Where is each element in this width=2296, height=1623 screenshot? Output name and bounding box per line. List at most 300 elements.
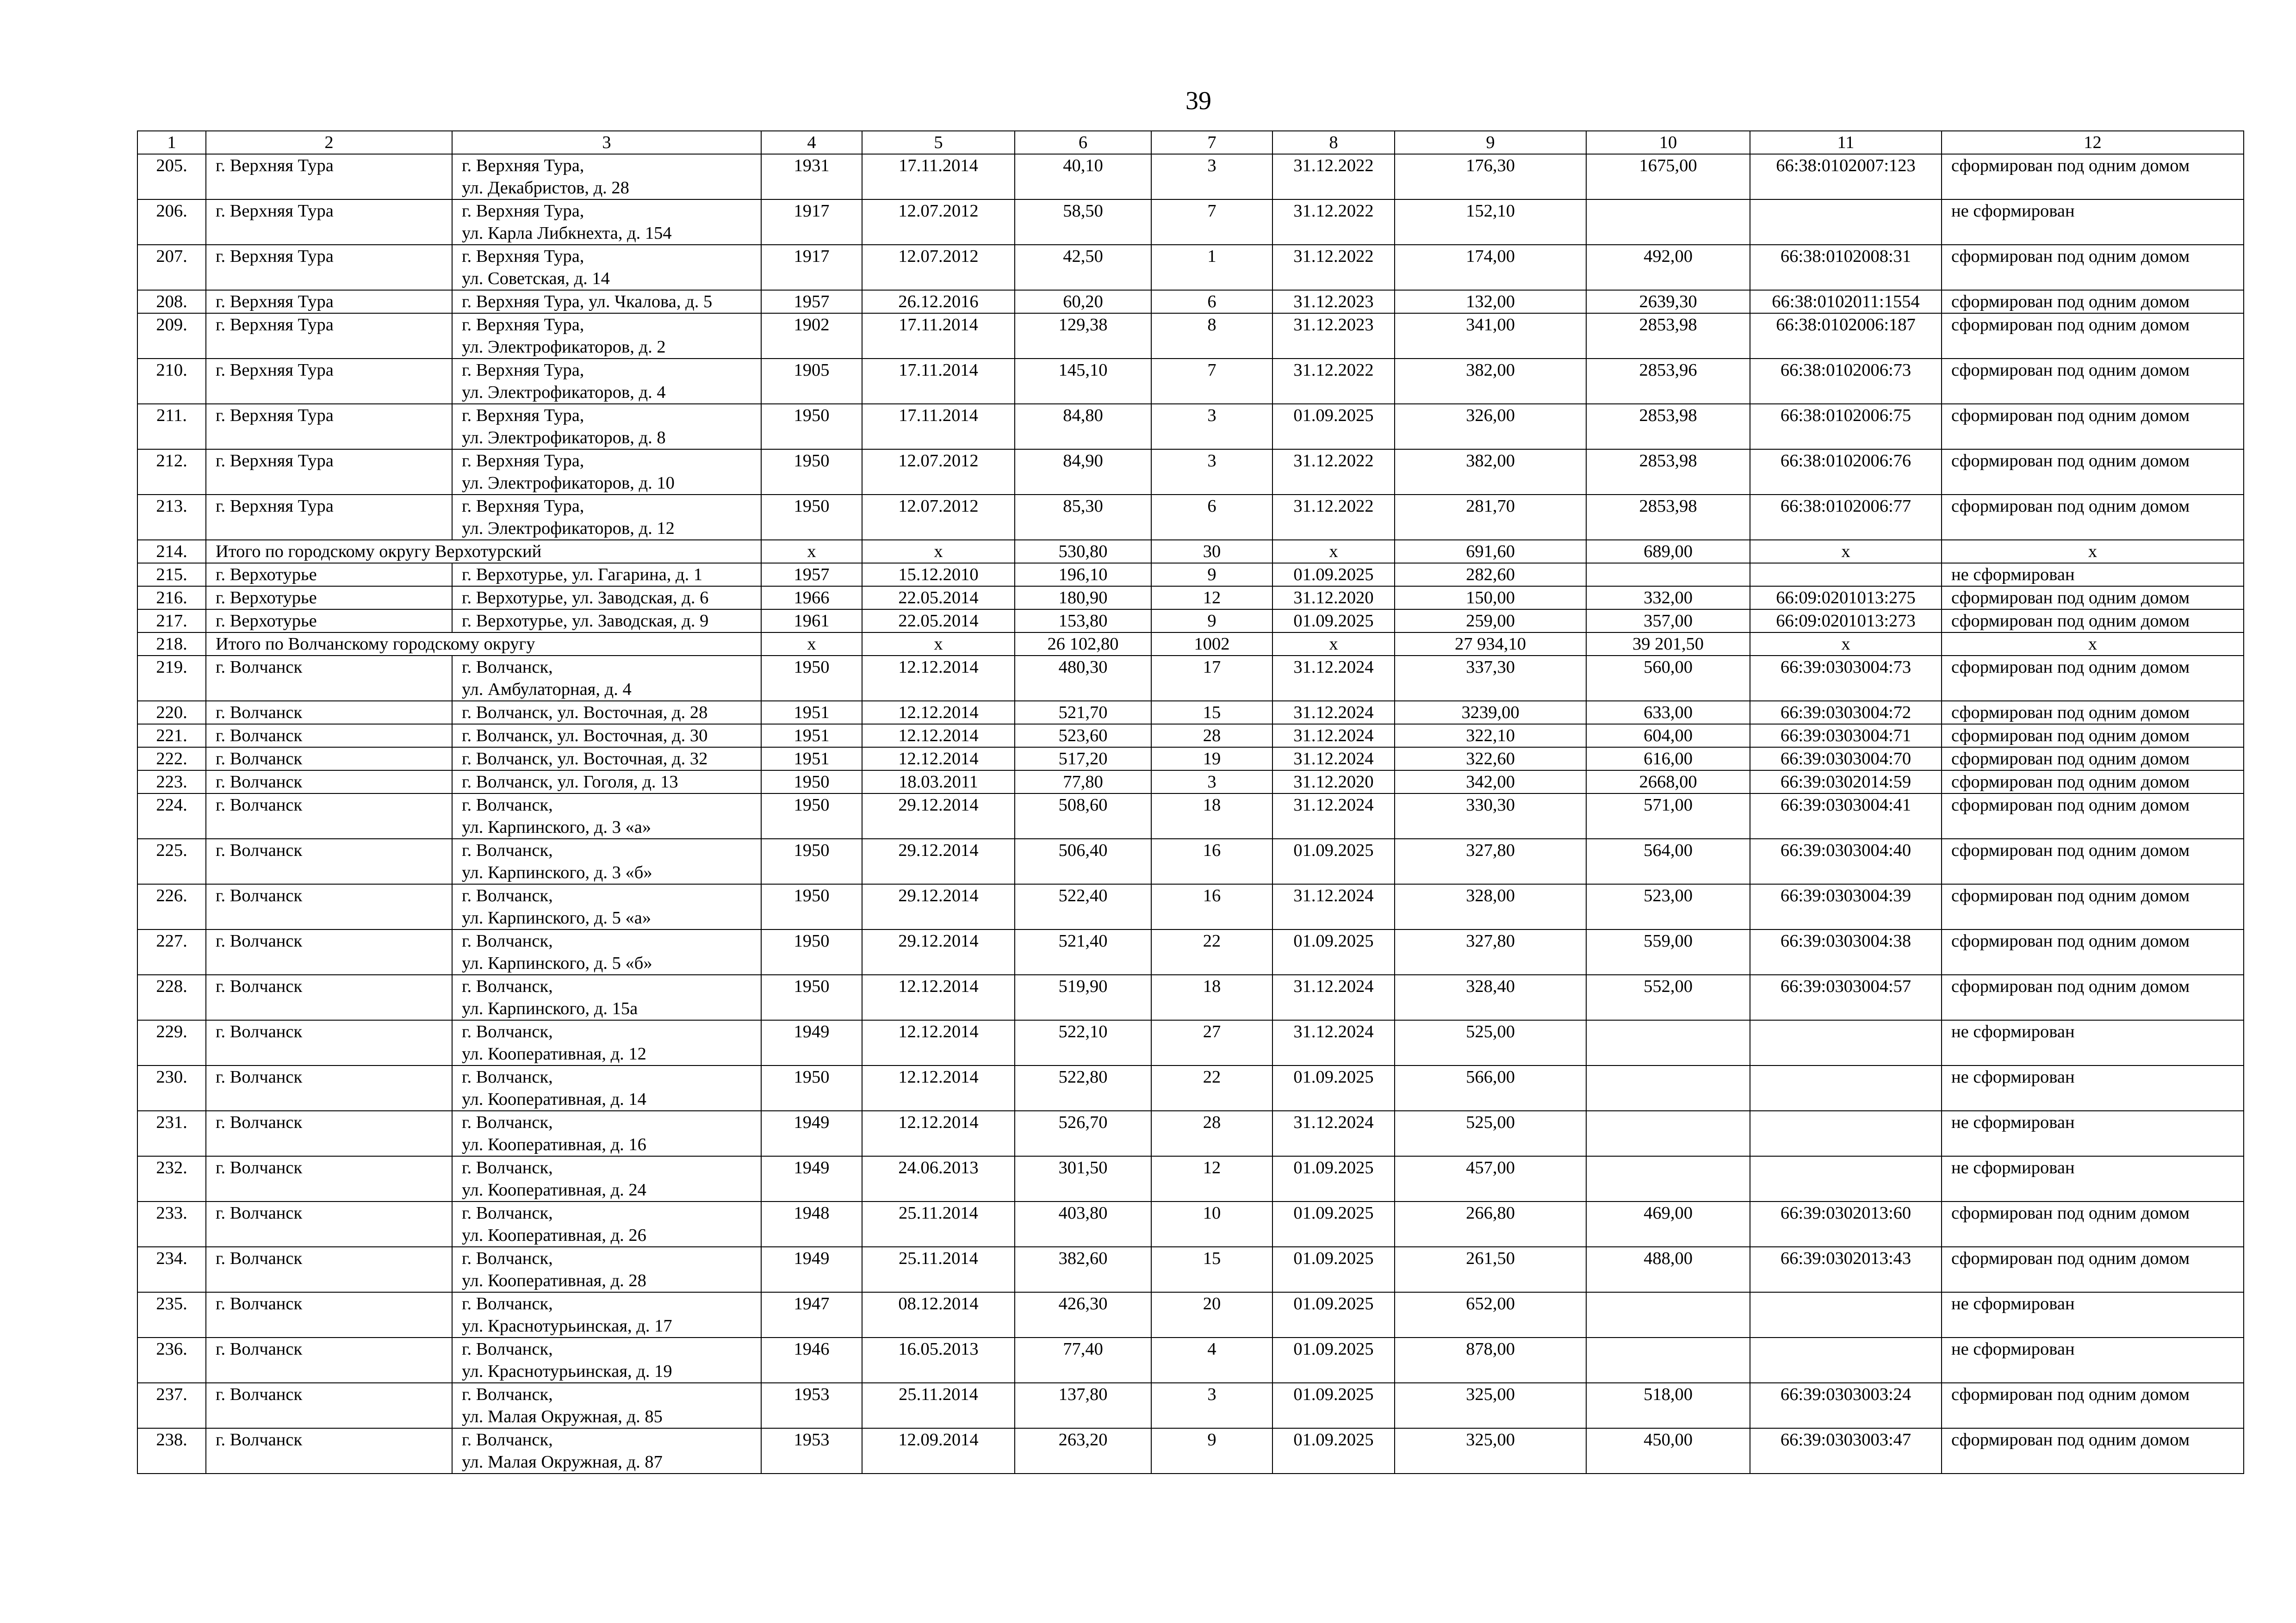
column-10-cell: 604,00 <box>1586 724 1750 747</box>
deadline-cell: 31.12.2022 <box>1272 199 1395 245</box>
cadastral-number-cell: 66:38:0102006:187 <box>1750 313 1942 359</box>
address-cell <box>452 884 761 929</box>
land-status-cell: сформирован под одним домом <box>1942 586 2244 609</box>
column-9-cell: 330,30 <box>1395 793 1586 839</box>
address-line-1: г. Волчанск, <box>462 931 553 951</box>
column-9-cell: 342,00 <box>1395 770 1586 793</box>
address-line-2: ул. Электрофикаторов, д. 2 <box>462 337 666 357</box>
row-number-cell: 236. <box>137 1338 206 1383</box>
area-cell: 40,10 <box>1015 154 1151 199</box>
year-cell: 1950 <box>761 929 862 975</box>
land-status-cell: сформирован под одним домом <box>1942 609 2244 632</box>
address-line-1: г. Волчанск, <box>462 1067 553 1087</box>
land-status-cell: не сформирован <box>1942 1156 2244 1202</box>
residents-cell: 30 <box>1151 540 1272 563</box>
recognition-date-cell: 08.12.2014 <box>862 1292 1015 1338</box>
column-number-cell: 10 <box>1586 131 1750 154</box>
deadline-cell: x <box>1272 540 1395 563</box>
row-number-cell: 230. <box>137 1065 206 1111</box>
year-cell: 1950 <box>761 404 862 449</box>
column-9-cell: 266,80 <box>1395 1202 1586 1247</box>
address-line-1: г. Волчанск, <box>462 841 553 860</box>
cadastral-number-cell: 66:39:0302013:43 <box>1750 1247 1942 1292</box>
address-line-2: ул. Краснотурьинская, д. 19 <box>462 1362 672 1381</box>
area-cell: 506,40 <box>1015 839 1151 884</box>
address-cell <box>452 563 761 586</box>
municipality-cell: г. Верхняя Тура <box>206 404 452 449</box>
municipality-cell: г. Волчанск <box>206 1247 452 1292</box>
address-line-2: ул. Карпинского, д. 3 «б» <box>462 863 652 882</box>
land-status-cell: сформирован под одним домом <box>1942 1383 2244 1428</box>
address-line-1: г. Волчанск, ул. Восточная, д. 32 <box>462 749 708 768</box>
address-line-2: ул. Карпинского, д. 3 «а» <box>462 818 652 837</box>
cadastral-number-cell: 66:09:0201013:275 <box>1750 586 1942 609</box>
deadline-cell: 01.09.2025 <box>1272 839 1395 884</box>
row-number-cell: 222. <box>137 747 206 770</box>
recognition-date-cell: 12.12.2014 <box>862 656 1015 701</box>
deadline-cell: 31.12.2024 <box>1272 793 1395 839</box>
recognition-date-cell: 22.05.2014 <box>862 609 1015 632</box>
column-10-cell: 450,00 <box>1586 1428 1750 1474</box>
deadline-cell: 01.09.2025 <box>1272 404 1395 449</box>
area-cell: 77,80 <box>1015 770 1151 793</box>
deadline-cell: 31.12.2023 <box>1272 313 1395 359</box>
recognition-date-cell: 12.12.2014 <box>862 724 1015 747</box>
address-line-1: г. Волчанск, <box>462 1294 553 1313</box>
residents-cell: 18 <box>1151 975 1272 1020</box>
table-row <box>137 199 2244 245</box>
column-number-cell: 12 <box>1942 131 2244 154</box>
column-9-cell: 566,00 <box>1395 1065 1586 1111</box>
column-number-cell: 8 <box>1272 131 1395 154</box>
year-cell: 1949 <box>761 1111 862 1156</box>
land-status-cell: сформирован под одним домом <box>1942 929 2244 975</box>
year-cell: 1917 <box>761 245 862 290</box>
residents-cell: 18 <box>1151 793 1272 839</box>
column-10-cell: 488,00 <box>1586 1247 1750 1292</box>
land-status-cell: сформирован под одним домом <box>1942 793 2244 839</box>
recognition-date-cell: 12.07.2012 <box>862 495 1015 540</box>
address-line-2: ул. Кооперативная, д. 24 <box>462 1180 646 1200</box>
address-line-2: ул. Электрофикаторов, д. 10 <box>462 473 675 493</box>
column-9-cell: 382,00 <box>1395 359 1586 404</box>
column-10-cell <box>1586 1338 1750 1383</box>
deadline-cell: 01.09.2025 <box>1272 1383 1395 1428</box>
column-10-cell: 357,00 <box>1586 609 1750 632</box>
area-cell: 26 102,80 <box>1015 632 1151 656</box>
deadline-cell: 01.09.2025 <box>1272 1202 1395 1247</box>
land-status-cell: сформирован под одним домом <box>1942 884 2244 929</box>
deadline-cell: 31.12.2022 <box>1272 359 1395 404</box>
cadastral-number-cell <box>1750 1020 1942 1065</box>
cadastral-number-cell: 66:39:0303004:72 <box>1750 701 1942 724</box>
cadastral-number-cell: 66:39:0302014:59 <box>1750 770 1942 793</box>
address-line-2: ул. Амбулаторная, д. 4 <box>462 680 632 699</box>
column-9-cell: 282,60 <box>1395 563 1586 586</box>
land-status-cell: не сформирован <box>1942 1065 2244 1111</box>
year-cell: 1949 <box>761 1156 862 1202</box>
area-cell: 301,50 <box>1015 1156 1151 1202</box>
year-cell: 1950 <box>761 839 862 884</box>
address-line-2: ул. Декабристов, д. 28 <box>462 178 629 198</box>
residents-cell: 17 <box>1151 656 1272 701</box>
row-number-cell: 213. <box>137 495 206 540</box>
cadastral-number-cell: 66:39:0303004:70 <box>1750 747 1942 770</box>
column-10-cell: 2853,96 <box>1586 359 1750 404</box>
residents-cell: 6 <box>1151 495 1272 540</box>
deadline-cell: 31.12.2020 <box>1272 770 1395 793</box>
municipality-cell: г. Верхотурье <box>206 563 452 586</box>
land-status-cell: сформирован под одним домом <box>1942 701 2244 724</box>
table-row <box>137 1247 2244 1292</box>
column-10-cell: 2668,00 <box>1586 770 1750 793</box>
residents-cell: 20 <box>1151 1292 1272 1338</box>
land-status-cell: сформирован под одним домом <box>1942 154 2244 199</box>
table-row <box>137 656 2244 701</box>
year-cell: 1950 <box>761 793 862 839</box>
row-number-cell: 214. <box>137 540 206 563</box>
cadastral-number-cell: 66:39:0303004:40 <box>1750 839 1942 884</box>
year-cell: 1947 <box>761 1292 862 1338</box>
recognition-date-cell: x <box>862 632 1015 656</box>
residents-cell: 3 <box>1151 154 1272 199</box>
address-cell <box>452 747 761 770</box>
year-cell: 1905 <box>761 359 862 404</box>
column-10-cell <box>1586 1156 1750 1202</box>
table-row <box>137 1338 2244 1383</box>
residents-cell: 15 <box>1151 1247 1272 1292</box>
column-10-cell: 2639,30 <box>1586 290 1750 313</box>
year-cell: 1950 <box>761 884 862 929</box>
year-cell: 1950 <box>761 1065 862 1111</box>
municipality-cell: г. Верхняя Тура <box>206 313 452 359</box>
row-number-cell: 233. <box>137 1202 206 1247</box>
table-row <box>137 1428 2244 1474</box>
land-status-cell: сформирован под одним домом <box>1942 839 2244 884</box>
table-row <box>137 290 2244 313</box>
residents-cell: 19 <box>1151 747 1272 770</box>
column-number-cell: 3 <box>452 131 761 154</box>
area-cell: 480,30 <box>1015 656 1151 701</box>
column-10-cell: 616,00 <box>1586 747 1750 770</box>
municipality-cell: г. Волчанск <box>206 1156 452 1202</box>
year-cell: 1966 <box>761 586 862 609</box>
area-cell: 526,70 <box>1015 1111 1151 1156</box>
year-cell: 1951 <box>761 747 862 770</box>
municipality-cell: г. Верхотурье <box>206 609 452 632</box>
housing-table <box>137 130 2244 1474</box>
column-10-cell <box>1586 1020 1750 1065</box>
column-9-cell: 259,00 <box>1395 609 1586 632</box>
column-9-cell: 152,10 <box>1395 199 1586 245</box>
deadline-cell: 01.09.2025 <box>1272 609 1395 632</box>
deadline-cell: 31.12.2024 <box>1272 747 1395 770</box>
cadastral-number-cell <box>1750 1111 1942 1156</box>
residents-cell: 28 <box>1151 1111 1272 1156</box>
address-line-1: г. Верхняя Тура, <box>462 406 584 425</box>
recognition-date-cell: 15.12.2010 <box>862 563 1015 586</box>
land-status-cell: сформирован под одним домом <box>1942 1247 2244 1292</box>
area-cell: 263,20 <box>1015 1428 1151 1474</box>
column-10-cell: 469,00 <box>1586 1202 1750 1247</box>
column-9-cell: 457,00 <box>1395 1156 1586 1202</box>
area-cell: 58,50 <box>1015 199 1151 245</box>
address-line-1: г. Волчанск, <box>462 1430 553 1450</box>
year-cell: 1902 <box>761 313 862 359</box>
address-line-2: ул. Малая Окружная, д. 85 <box>462 1407 663 1426</box>
row-number-cell: 229. <box>137 1020 206 1065</box>
area-cell: 382,60 <box>1015 1247 1151 1292</box>
cadastral-number-cell: 66:38:0102011:1554 <box>1750 290 1942 313</box>
column-10-cell <box>1586 1292 1750 1338</box>
residents-cell: 28 <box>1151 724 1272 747</box>
land-status-cell: сформирован под одним домом <box>1942 359 2244 404</box>
residents-cell: 9 <box>1151 609 1272 632</box>
municipality-cell: г. Волчанск <box>206 724 452 747</box>
cadastral-number-cell: 66:39:0302013:60 <box>1750 1202 1942 1247</box>
column-10-cell: 1675,00 <box>1586 154 1750 199</box>
year-cell: 1953 <box>761 1383 862 1428</box>
column-9-cell: 327,80 <box>1395 839 1586 884</box>
year-cell: x <box>761 540 862 563</box>
area-cell: 521,70 <box>1015 701 1151 724</box>
address-line-1: г. Волчанск, ул. Восточная, д. 28 <box>462 703 708 722</box>
deadline-cell: x <box>1272 632 1395 656</box>
row-number-cell: 211. <box>137 404 206 449</box>
residents-cell: 3 <box>1151 1383 1272 1428</box>
municipality-cell: г. Волчанск <box>206 747 452 770</box>
land-status-cell: не сформирован <box>1942 563 2244 586</box>
column-number-cell: 9 <box>1395 131 1586 154</box>
recognition-date-cell: 29.12.2014 <box>862 884 1015 929</box>
address-line-2: ул. Кооперативная, д. 28 <box>462 1271 646 1290</box>
cadastral-number-cell: 66:38:0102006:76 <box>1750 449 1942 495</box>
row-number-cell: 209. <box>137 313 206 359</box>
deadline-cell: 31.12.2023 <box>1272 290 1395 313</box>
year-cell: 1957 <box>761 290 862 313</box>
table-row <box>137 563 2244 586</box>
residents-cell: 9 <box>1151 563 1272 586</box>
recognition-date-cell: 12.07.2012 <box>862 199 1015 245</box>
row-number-cell: 207. <box>137 245 206 290</box>
address-cell <box>452 586 761 609</box>
deadline-cell: 31.12.2024 <box>1272 701 1395 724</box>
residents-cell: 7 <box>1151 359 1272 404</box>
municipality-cell: г. Верхотурье <box>206 586 452 609</box>
deadline-cell: 31.12.2024 <box>1272 1020 1395 1065</box>
municipality-cell: г. Верхняя Тура <box>206 495 452 540</box>
municipality-cell: г. Волчанск <box>206 770 452 793</box>
land-status-cell: сформирован под одним домом <box>1942 404 2244 449</box>
municipality-cell: г. Волчанск <box>206 1111 452 1156</box>
cadastral-number-cell: x <box>1750 540 1942 563</box>
recognition-date-cell: 29.12.2014 <box>862 793 1015 839</box>
recognition-date-cell: 17.11.2014 <box>862 313 1015 359</box>
municipality-cell: г. Волчанск <box>206 656 452 701</box>
cadastral-number-cell <box>1750 1338 1942 1383</box>
row-number-cell: 238. <box>137 1428 206 1474</box>
recognition-date-cell: 12.07.2012 <box>862 449 1015 495</box>
residents-cell: 12 <box>1151 586 1272 609</box>
area-cell: 129,38 <box>1015 313 1151 359</box>
residents-cell: 3 <box>1151 770 1272 793</box>
deadline-cell: 31.12.2024 <box>1272 884 1395 929</box>
recognition-date-cell: 25.11.2014 <box>862 1202 1015 1247</box>
column-10-cell: 2853,98 <box>1586 495 1750 540</box>
recognition-date-cell: 22.05.2014 <box>862 586 1015 609</box>
table-row <box>137 793 2244 839</box>
row-number-cell: 237. <box>137 1383 206 1428</box>
column-9-cell: 150,00 <box>1395 586 1586 609</box>
area-cell: 522,40 <box>1015 884 1151 929</box>
residents-cell: 15 <box>1151 701 1272 724</box>
year-cell: 1951 <box>761 724 862 747</box>
table-row <box>137 154 2244 199</box>
area-cell: 77,40 <box>1015 1338 1151 1383</box>
column-number-cell: 4 <box>761 131 862 154</box>
cadastral-number-cell: 66:39:0303004:71 <box>1750 724 1942 747</box>
address-line-2: ул. Советская, д. 14 <box>462 269 610 288</box>
table-row <box>137 495 2244 540</box>
residents-cell: 12 <box>1151 1156 1272 1202</box>
address-line-2: ул. Кооперативная, д. 12 <box>462 1044 646 1064</box>
municipality-cell: г. Волчанск <box>206 1202 452 1247</box>
land-status-cell: сформирован под одним домом <box>1942 770 2244 793</box>
address-line-2: ул. Карпинского, д. 5 «а» <box>462 908 652 928</box>
address-cell <box>452 1020 761 1065</box>
column-9-cell: 322,60 <box>1395 747 1586 770</box>
address-line-2: ул. Карпинского, д. 15а <box>462 999 638 1018</box>
column-10-cell: 689,00 <box>1586 540 1750 563</box>
address-line-1: г. Верхняя Тура, ул. Чкалова, д. 5 <box>462 292 713 311</box>
column-9-cell: 27 934,10 <box>1395 632 1586 656</box>
recognition-date-cell: 12.12.2014 <box>862 701 1015 724</box>
column-number-cell: 5 <box>862 131 1015 154</box>
land-status-cell: не сформирован <box>1942 1111 2244 1156</box>
area-cell: 60,20 <box>1015 290 1151 313</box>
recognition-date-cell: 12.07.2012 <box>862 245 1015 290</box>
row-number-cell: 221. <box>137 724 206 747</box>
cadastral-number-cell: 66:38:0102006:77 <box>1750 495 1942 540</box>
table-row <box>137 839 2244 884</box>
row-number-cell: 215. <box>137 563 206 586</box>
residents-cell: 22 <box>1151 1065 1272 1111</box>
table-row <box>137 1020 2244 1065</box>
row-number-cell: 217. <box>137 609 206 632</box>
address-line-1: г. Волчанск, <box>462 977 553 996</box>
area-cell: 508,60 <box>1015 793 1151 839</box>
column-10-cell: 564,00 <box>1586 839 1750 884</box>
deadline-cell: 01.09.2025 <box>1272 1065 1395 1111</box>
column-9-cell: 132,00 <box>1395 290 1586 313</box>
table-row <box>137 701 2244 724</box>
recognition-date-cell: 18.03.2011 <box>862 770 1015 793</box>
table-row <box>137 929 2244 975</box>
recognition-date-cell: 12.12.2014 <box>862 975 1015 1020</box>
residents-cell: 7 <box>1151 199 1272 245</box>
cadastral-number-cell: 66:39:0303004:38 <box>1750 929 1942 975</box>
column-10-cell: 560,00 <box>1586 656 1750 701</box>
municipality-cell: г. Волчанск <box>206 701 452 724</box>
deadline-cell: 01.09.2025 <box>1272 563 1395 586</box>
address-line-1: г. Волчанск, ул. Восточная, д. 30 <box>462 726 708 745</box>
land-status-cell: не сформирован <box>1942 1338 2244 1383</box>
address-line-1: г. Верхняя Тура, <box>462 201 584 221</box>
table-row <box>137 975 2244 1020</box>
row-number-cell: 219. <box>137 656 206 701</box>
cadastral-number-cell: 66:39:0303004:73 <box>1750 656 1942 701</box>
address-line-2: ул. Карпинского, д. 5 «б» <box>462 954 652 973</box>
address-line-1: г. Верхотурье, ул. Заводская, д. 6 <box>462 588 709 607</box>
year-cell: x <box>761 632 862 656</box>
deadline-cell: 31.12.2024 <box>1272 975 1395 1020</box>
address-line-2: ул. Кооперативная, д. 14 <box>462 1090 646 1109</box>
column-10-cell: 552,00 <box>1586 975 1750 1020</box>
column-9-cell: 325,00 <box>1395 1428 1586 1474</box>
address-line-1: г. Волчанск, <box>462 1385 553 1404</box>
address-cell <box>452 656 761 701</box>
residents-cell: 6 <box>1151 290 1272 313</box>
table-row <box>137 724 2244 747</box>
area-cell: 517,20 <box>1015 747 1151 770</box>
land-status-cell: x <box>1942 540 2244 563</box>
recognition-date-cell: 25.11.2014 <box>862 1247 1015 1292</box>
address-line-1: г. Волчанск, <box>462 886 553 905</box>
deadline-cell: 01.09.2025 <box>1272 929 1395 975</box>
total-row <box>137 540 2244 563</box>
column-9-cell: 3239,00 <box>1395 701 1586 724</box>
address-line-1: г. Верхотурье, ул. Гагарина, д. 1 <box>462 565 703 584</box>
deadline-cell: 01.09.2025 <box>1272 1292 1395 1338</box>
address-cell <box>452 701 761 724</box>
column-10-cell: 492,00 <box>1586 245 1750 290</box>
table-row <box>137 1065 2244 1111</box>
year-cell: 1931 <box>761 154 862 199</box>
column-number-cell: 2 <box>206 131 452 154</box>
address-cell <box>452 154 761 199</box>
address-cell <box>452 1338 761 1383</box>
address-cell <box>452 199 761 245</box>
residents-cell: 9 <box>1151 1428 1272 1474</box>
address-line-1: г. Верхняя Тура, <box>462 315 584 335</box>
column-9-cell: 382,00 <box>1395 449 1586 495</box>
recognition-date-cell: 29.12.2014 <box>862 929 1015 975</box>
area-cell: 153,80 <box>1015 609 1151 632</box>
cadastral-number-cell: 66:39:0303003:47 <box>1750 1428 1942 1474</box>
cadastral-number-cell <box>1750 1292 1942 1338</box>
column-10-cell: 523,00 <box>1586 884 1750 929</box>
residents-cell: 27 <box>1151 1020 1272 1065</box>
column-9-cell: 176,30 <box>1395 154 1586 199</box>
address-line-1: г. Волчанск, <box>462 795 553 815</box>
address-line-1: г. Волчанск, <box>462 1339 553 1359</box>
column-10-cell: 559,00 <box>1586 929 1750 975</box>
address-line-1: г. Волчанск, <box>462 657 553 677</box>
residents-cell: 8 <box>1151 313 1272 359</box>
address-line-1: г. Волчанск, <box>462 1249 553 1268</box>
land-status-cell: сформирован под одним домом <box>1942 495 2244 540</box>
address-cell <box>452 1292 761 1338</box>
address-line-1: г. Волчанск, <box>462 1203 553 1223</box>
municipality-cell: г. Волчанск <box>206 1065 452 1111</box>
cadastral-number-cell <box>1750 199 1942 245</box>
deadline-cell: 01.09.2025 <box>1272 1247 1395 1292</box>
cadastral-number-cell: 66:09:0201013:273 <box>1750 609 1942 632</box>
municipality-cell: г. Волчанск <box>206 975 452 1020</box>
address-line-2: ул. Малая Окружная, д. 87 <box>462 1452 663 1472</box>
municipality-cell: г. Волчанск <box>206 1292 452 1338</box>
recognition-date-cell: 25.11.2014 <box>862 1383 1015 1428</box>
